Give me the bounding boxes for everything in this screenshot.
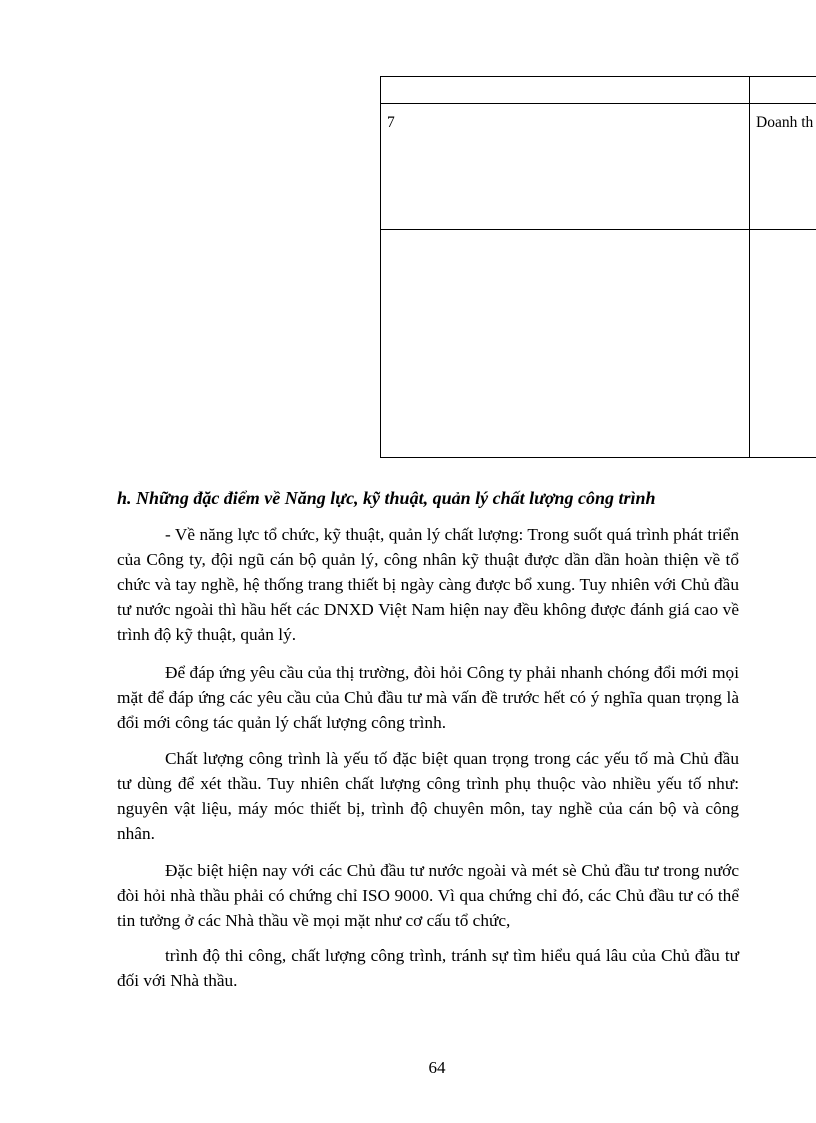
row-number: 7 xyxy=(387,114,395,131)
table-cell xyxy=(381,230,750,458)
row-label: Doanh th xyxy=(756,114,814,131)
data-table xyxy=(380,76,816,458)
paragraph: - Về năng lực tổ chức, kỹ thuật, quản lý chất lượng: Trong suốt quá trình phát triển của Công ty, đội ngũ cán bộ quản lý, công nhân kỹ thuật được dần dần hoàn thiện về tổ chức và tay nghề, hệ thống trang thiết bị ngày càng được bổ xung. Tuy nhiên với Chủ đầu tư nước ngoài thì hầu hết các DNXD Việt Nam hiện nay đều không được đánh giá cao về trình độ kỹ thuật, quản lý. xyxy=(117,525,739,644)
table-cell xyxy=(381,104,750,230)
table-row xyxy=(381,230,816,458)
table-cell xyxy=(381,77,750,104)
table-row xyxy=(381,104,816,230)
paragraph: trình độ thi công, chất lượng công trình, tránh sự tìm hiểu quá lâu của Chủ đầu tư đối với Nhà thầu. xyxy=(117,946,739,990)
table-cell xyxy=(750,104,816,230)
paragraph: Đặc biệt hiện nay với các Chủ đầu tư nước ngoài và mét sè Chủ đầu tư trong nước đòi hỏi nhà thầu phải có chứng chỉ ISO 9000. Vì qua chứng chỉ đó, các Chủ đầu tư có thể tin tưởng ở các Nhà thầu về mọi mặt như cơ cấu tổ chức, xyxy=(117,861,739,930)
section-heading: h. Những đặc điểm về Năng lực, kỹ thuật, quản lý chất lượng công trình xyxy=(117,488,656,508)
paragraph: Để đáp ứng yêu cầu của thị trường, đòi hỏi Công ty phải nhanh chóng đổi mới mọi mặt để đáp ứng các yêu cầu của Chủ đầu tư mà vấn đề trước hết có ý nghĩa quan trọng là đổi mới công tác quản lý chất lượng công trình. xyxy=(117,663,739,732)
table-row xyxy=(381,77,816,104)
page-number: 64 xyxy=(428,1058,446,1077)
table-cell xyxy=(750,77,816,104)
table-cell xyxy=(750,230,816,458)
paragraph: Chất lượng công trình là yếu tố đặc biệt quan trọng trong các yếu tố mà Chủ đầu tư dùng để xét thầu. Tuy nhiên chất lượng công trình phụ thuộc vào nhiều yếu tố như: nguyên vật liệu, máy móc thiết bị, trình độ chuyên môn, tay nghề của cán bộ và công nhân. xyxy=(117,749,739,843)
